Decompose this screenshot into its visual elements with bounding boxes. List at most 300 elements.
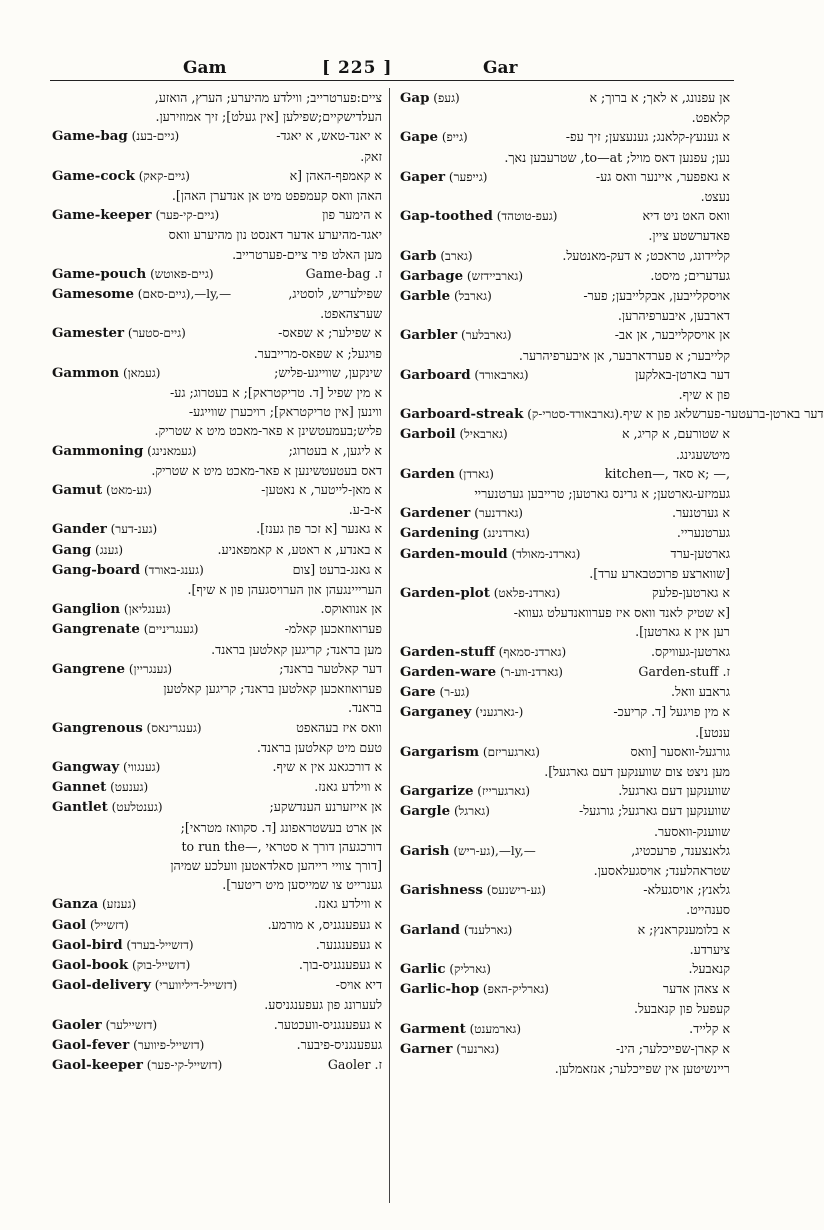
headword: Garboard [400,366,471,383]
definition-text: מיטשעגינג. [675,446,730,462]
entry-first-line [400,206,730,226]
definition-text: שטראהלענד; אויסגעלאסען. [593,862,730,878]
headword: Garland [400,921,461,938]
definition-text: קעפעל פון קנאבעל. [633,1001,730,1017]
definition-text: פאדערשטע ציין. [648,228,730,244]
definition-text: נען; עפנען דאס מויל; to—at, שטרעבען נאך. [504,149,730,165]
dictionary-entry [52,777,382,797]
pronunciation: (גארגל) [450,804,490,819]
headword: Game-cock [52,167,135,184]
headword: Gardener [400,505,471,522]
headword: Gaol [52,916,87,933]
headword: Garboil [400,426,456,443]
headword: Garden-plot [400,585,490,602]
pronunciation: (גארבאורד-סטרי-ק) [523,407,619,422]
dictionary-entry [400,781,730,801]
entry-first-line [52,363,382,383]
definition-text: א גענעץ-קלאנג; גענעצען; זיך עפ- [565,129,730,145]
pronunciation: (גייפ) [438,130,468,145]
pronunciation: (גע-מאט) [102,483,152,498]
page-number: [ 225 ] [322,58,393,78]
pronunciation: (גענעט) [106,780,149,795]
entry-headgroup [400,266,523,286]
headword: Gardening [400,525,479,542]
definition-text: מען בראנד; קריגען קאלטען בראנד. [211,641,382,657]
pronunciation: (גענגווי) [119,759,161,774]
entry-headgroup [52,599,171,619]
definition-text: אויסקלייבען, אבקלייבען; פער- [583,288,730,304]
entry-first-line [52,284,382,304]
definition-text: א קאמפף-האהן [א [289,167,382,183]
pronunciation: (געמאנינג) [143,443,197,458]
definition-text: א ליגען, א בעטרוג; [288,442,382,458]
headword: Garden [400,465,455,482]
dictionary-entry [52,540,382,560]
definition-text: מען האלט פיר ציים-פערטרייב. [232,246,382,262]
entry-headgroup [52,955,190,975]
definition-text: א געפענגניס-בוך. [298,956,382,972]
dictionary-entry [400,286,730,325]
entry-headgroup [52,166,190,186]
entry-first-line [52,540,382,560]
dictionary-entry [400,979,730,1018]
dictionary-entry [400,642,730,662]
definition-text: ענטע]. [695,724,730,740]
entry-first-line [400,702,730,722]
headword: Garlic-hop [400,981,480,998]
definition-text: רען אין א גארטען]. [635,624,730,640]
entry-first-line [52,323,382,343]
dictionary-entry [400,206,730,245]
entry-first-line [400,544,730,564]
definition-text: א געפענגנער. [315,936,382,952]
definition-text: קליידונג, טראכט; א דעק-מאנטעל. [562,247,730,263]
entry-first-line [400,266,730,286]
entry-first-line [52,915,382,935]
pronunciation: (דזשייל-דיליווערי) [150,978,238,993]
entry-first-line [400,88,730,108]
entry-first-line [400,959,730,979]
pronunciation: (גענזע) [98,897,137,912]
definition-text: א שטורעם, א קריג, א [622,426,730,442]
entry-first-line [400,286,730,306]
dictionary-entry [52,975,382,1014]
headword: Gangway [52,758,120,775]
dictionary-entry [400,424,730,463]
pronunciation: (גארדנינג) [478,526,530,541]
dictionary-entry [52,1015,382,1035]
dictionary-entry [52,480,382,519]
entry-headgroup [400,742,540,762]
entry-first-line [400,127,730,147]
entry-headgroup [400,781,530,801]
dictionary-entry [52,519,382,539]
definition-text: א דורכגאנג אין א שיף. [272,758,382,774]
dictionary-entry [52,894,382,914]
pronunciation: (געמאן) [119,365,161,380]
entry-headgroup [52,718,202,738]
pronunciation: (גארדן) [454,466,494,481]
pronunciation: (געפ) [429,91,460,105]
definition-text: א מין פויגעל [ד. קריעכ- [613,704,730,720]
dictionary-entry [52,205,382,264]
definition-text: א יאנד-טאש, א יאגד- [276,128,382,144]
dictionary-entry [400,841,730,880]
definition-text: שינקען, שווייגע-פליש; [274,364,382,380]
entry-first-line [52,205,382,225]
entry-headgroup [400,464,494,484]
definition-text: הערייינגעהן און הערויסגעהן פון א שיף]. [187,582,382,598]
headword: Garboard-streak [400,406,524,423]
definition-text: א קארן-שפייכלער; הינ- [615,1040,730,1056]
entry-first-line [52,599,382,619]
entry-first-line [400,583,730,603]
entry-headgroup [400,167,487,187]
definition-text: דיא אויס- [335,977,382,993]
headword: Gaol-delivery [52,977,151,994]
entry-headgroup [52,480,152,500]
dictionary-entry [52,599,382,619]
right-column [400,88,824,1208]
headword: Garbage [400,267,464,284]
definition-text: ווינען [אין טריקטראק]; רויכערן שווייגע- [188,404,382,420]
entry-headgroup [400,1019,521,1039]
entry-headgroup [400,702,523,722]
dictionary-entry [400,325,730,364]
headword: Gang-board [52,561,141,578]
pronunciation: (גיים-קי-פער) [151,208,220,223]
definition-text: שערצהאפט. [320,306,382,322]
dictionary-entry [400,662,730,682]
entry-headgroup [52,777,148,797]
pronunciation: (גארבלער) [457,328,512,343]
dictionary-entry [52,264,382,284]
left-guide-word: Gam [183,58,227,78]
right-guide-word: Gar [483,58,518,78]
headword: Gaol-bird [52,936,123,953]
definition-text: ריינשיטען אין שפייכלער; אנזאמלען. [554,1060,730,1076]
entry-headgroup [52,757,160,777]
headword: Garden-mould [400,545,508,562]
pronunciation: (גע-רישנעס) [482,883,546,898]
headword: Gangrenate [52,621,140,638]
definition-text: kitchen—, א סאד; —, [604,465,730,481]
definition-text: סענהייט. [686,902,730,918]
definition-text: גורגעל-וואסער [וואס [630,743,730,759]
entry-first-line [400,424,730,444]
definition-text: טעם מיט קאלטען בראנד. [256,739,382,755]
definition-text: געדערים; מיסט. [650,267,730,283]
definition-text: [דורך צוויי רייהען סאלדאטען וועלכע שמיהן [170,857,382,873]
definition-text: [שווארצע פרוכטבארע ערד]. [589,565,730,581]
dictionary-entry [52,757,382,777]
pronunciation: (גארלענד) [460,922,513,937]
pronunciation: (גיים-פאוטש) [146,266,214,281]
pronunciation: (גארבאורד) [470,367,529,382]
entry-headgroup [400,1039,499,1059]
dictionary-entry [400,1019,730,1039]
definition-text: גראבע וואל. [671,684,730,700]
definition-text: אן אייזערנע הענדשקע; [269,799,382,815]
definition-text: דאס בעטעטשינען א פאר-מאכט מיט א שטריק. [151,462,382,478]
definition-text: גלאנץ; אויסגעלא- [643,882,730,898]
definition-text: גארטען-געוויקס. [650,643,730,659]
definition-text: מען ניצט צום שווענקען דעם גארגעל]. [544,763,730,779]
headword: Gargarism [400,743,480,760]
entry-headgroup [52,560,204,580]
entry-first-line [52,955,382,975]
definition-text: בראנד. [348,700,382,716]
definition-text: דארבען, איבערפיהרען. [617,308,730,324]
dictionary-entry [400,801,730,840]
entry-headgroup [400,682,470,702]
entry-headgroup [400,880,546,900]
entry-first-line [400,880,730,900]
definition-text: א גאפפער, איינער וואס גע- [595,168,730,184]
pronunciation: (גענגריין) [125,661,173,676]
headword: Gangrene [52,660,126,677]
definition-text: געמיזע-גארטען; א גרינס גארטען; טרייבען גערטנעריי [474,486,730,502]
dictionary-entry [52,88,382,126]
entry-headgroup [52,659,172,679]
entry-headgroup [52,935,194,955]
pronunciation: (גע-ר) [435,685,470,700]
headword: Gantlet [52,799,108,816]
dictionary-entry [400,266,730,286]
dictionary-entry [52,126,382,165]
headword: Gaper [400,168,446,185]
dictionary-entry [400,959,730,979]
definition-text: א גערטנער. [671,505,730,521]
pronunciation: (גארביידזש) [463,268,524,283]
entry-headgroup [52,126,179,146]
entry-first-line [52,894,382,914]
definition-text: העלדישקיים;שפילען [אין געלט]; זיך אמוזירען. [155,109,382,125]
headword: Garbler [400,327,458,344]
entry-headgroup [400,424,508,444]
headword: Gamut [52,482,103,499]
pronunciation: (גארבאיל) [455,427,508,442]
pronunciation: (גיים-קאק) [134,168,190,183]
entry-headgroup [400,365,529,385]
definition-text: א באנדע, א ראטע, א קאמפאניע. [217,541,382,557]
definition-text: א-ב-ע. [348,502,382,518]
left-column [52,88,382,1208]
headword: Ganza [52,896,99,913]
headword: Garlic [400,960,446,977]
headword: Garble [400,288,451,305]
dictionary-entry [400,246,730,266]
pronunciation: (גע-ריש),—ly,— [449,843,536,858]
entry-headgroup [52,1015,157,1035]
dictionary-entry [400,742,730,781]
entry-first-line [52,935,382,955]
pronunciation: (גייפער) [445,169,488,184]
pronunciation: (גארגעריזם) [479,744,540,759]
definition-text: אן עפנונג, א לאך; א ברוך; א [589,90,730,105]
pronunciation: (גארב) [436,248,473,263]
entry-headgroup [400,583,560,603]
entry-first-line [400,1019,730,1039]
definition-text: האהן וואס קעמפפט מיט אן אנדערן האהן]. [171,188,382,204]
entry-headgroup [400,88,460,108]
entry-headgroup [52,284,231,304]
definition-text: to run the—, דורכגעהן דורך א סטראי [181,838,382,854]
definition-text: Gaoler .ז [327,1056,382,1072]
pronunciation: (גענג) [91,542,124,557]
entry-headgroup [52,619,198,639]
dictionary-entry [52,1035,382,1055]
dictionary-entry [52,619,382,658]
entry-first-line [400,167,730,187]
entry-first-line [400,365,730,385]
entry-headgroup [400,801,490,821]
definition-text: א בלומענקראנץ; א [637,921,730,937]
entry-first-line [52,441,382,461]
pronunciation: (דזשיילער) [101,1017,158,1032]
entry-headgroup [400,920,512,940]
definition-text: גלאנצענד, פרעכטיג, [631,842,730,858]
definition-text: גענרייט צו שמייסען מיט ריטער]. [222,877,382,893]
entry-first-line [400,781,730,801]
pronunciation: (דזשייל-בערד) [122,937,194,952]
dictionary-entry [52,323,382,362]
entry-headgroup [400,206,557,226]
headword: Gannet [52,779,107,796]
pronunciation: (גיים-בענ) [127,129,180,144]
headword: Gangrenous [52,719,143,736]
pronunciation: (גיים-סטער) [124,326,186,341]
pronunciation: (גענג-באורד) [140,562,204,577]
entry-headgroup [400,404,619,424]
definition-text: ציערדע. [689,941,730,957]
pronunciation: (גארגעני-) [471,705,524,720]
definition-text: געפענגניס-פיבער. [296,1036,382,1052]
entry-first-line [52,126,382,146]
definition-text: וואס האט ניט דיא [642,208,730,224]
entry-first-line [400,464,730,484]
definition-text: א געפענגניס-וועכטער. [273,1016,382,1032]
entry-first-line [400,801,730,821]
dictionary-entry [52,718,382,757]
pronunciation: (גיים-סאם),—ly,— [133,287,232,302]
header-rule [50,80,734,81]
dictionary-entry [52,935,382,955]
dictionary-entry [400,523,730,543]
entry-first-line [52,797,382,817]
definition-text: פויגעל; א שפאס-מרייבער. [253,345,382,361]
entry-headgroup [400,286,492,306]
dictionary-entry [400,880,730,919]
entry-first-line [400,1039,730,1059]
entry-first-line [400,246,730,266]
definition-text: ציים:פערטרייב; ווילדע מהיערע; הערץ, הואזע, [154,90,382,105]
definition-text: Garden-stuff .ז [638,663,730,679]
definition-text: גערטנעריי. [676,525,730,541]
pronunciation: (גענגרינאס) [142,720,202,735]
definition-text: פון א שיף. [678,387,730,403]
pronunciation: (גארדנער) [470,506,523,521]
definition-text: א מאן-לייטער, א נאטען- [261,482,382,498]
headword: Garish [400,842,450,859]
entry-headgroup [400,662,563,682]
headword: Game-pouch [52,265,147,282]
headword: Garment [400,1020,466,1037]
pronunciation: (גארגערייז) [473,784,531,799]
definition-text: יאגד-מהיערע אדער דאנסט נון מהיערע וואס [168,227,382,243]
entry-headgroup [400,325,512,345]
entry-headgroup [400,841,536,861]
dictionary-entry [52,955,382,975]
pronunciation: (גארמענט) [465,1021,522,1036]
dictionary-entry [52,915,382,935]
headword: Gammon [52,364,120,381]
pronunciation: (געפ-טוטהד) [492,209,558,224]
column-divider [389,88,390,1203]
headword: Garden-ware [400,663,497,680]
headword: Gander [52,521,107,538]
headword: Gaol-keeper [52,1056,143,1073]
entry-headgroup [52,519,157,539]
pronunciation: (גארבל) [450,289,492,304]
headword: Gap [400,90,430,106]
headword: Gare [400,684,436,701]
entry-headgroup [52,540,123,560]
definition-text: שווענקען דעם גארגעל. [618,783,730,799]
definition-text: פערואוזאכען קאלמ- [284,621,382,637]
definition-text: קלייבער; א פערדארבער, אן איבערפיהרער. [518,347,730,363]
entry-first-line [52,975,382,995]
dictionary-entry [400,464,730,503]
entry-first-line [52,777,382,797]
definition-text: פערואוזאכען קאלטען בראנד; קריגען קאלטען [163,681,382,697]
dictionary-entry [400,167,730,206]
definition-text: קלאפט. [691,110,730,126]
pronunciation: (גארליק-האפ) [479,982,549,997]
pronunciation: (גארדנ-פלאט) [489,586,561,601]
headword: Gap-toothed [400,208,493,225]
pronunciation: (גארדנ-מאולד) [507,546,581,561]
headword: Gang [52,541,92,558]
definition-text: גארטען-ערד [670,545,730,561]
entry-headgroup [400,959,491,979]
dictionary-entry [52,560,382,599]
entry-first-line [52,718,382,738]
entry-first-line [400,742,730,762]
definition-text: שווענקען דעם גארגעל; גורגעל- [578,803,730,819]
entry-first-line [52,1015,382,1035]
pronunciation: (גארדנ-סמאף) [494,644,567,659]
entry-first-line [52,1055,382,1075]
headword: Gaoler [52,1016,102,1033]
definition-text: א געפענגניס, א מורמע. [267,916,382,932]
entry-first-line [52,1035,382,1055]
entry-first-line [400,404,824,424]
definition-text: דער קאלטער בראנד; [279,660,382,676]
pronunciation: (דזשייל) [86,917,129,932]
entry-first-line [400,979,730,999]
entry-first-line [400,642,730,662]
definition-text: אן אויסקלייבער, אן אב- [614,327,730,343]
dictionary-entry [400,1039,730,1078]
headword: Gaol-fever [52,1036,130,1053]
pronunciation: (גארנער) [452,1041,500,1056]
dictionary-entry [400,682,730,702]
headword: Gargle [400,803,451,820]
entry-headgroup [400,544,580,564]
dictionary-entry [52,659,382,718]
entry-headgroup [52,323,186,343]
